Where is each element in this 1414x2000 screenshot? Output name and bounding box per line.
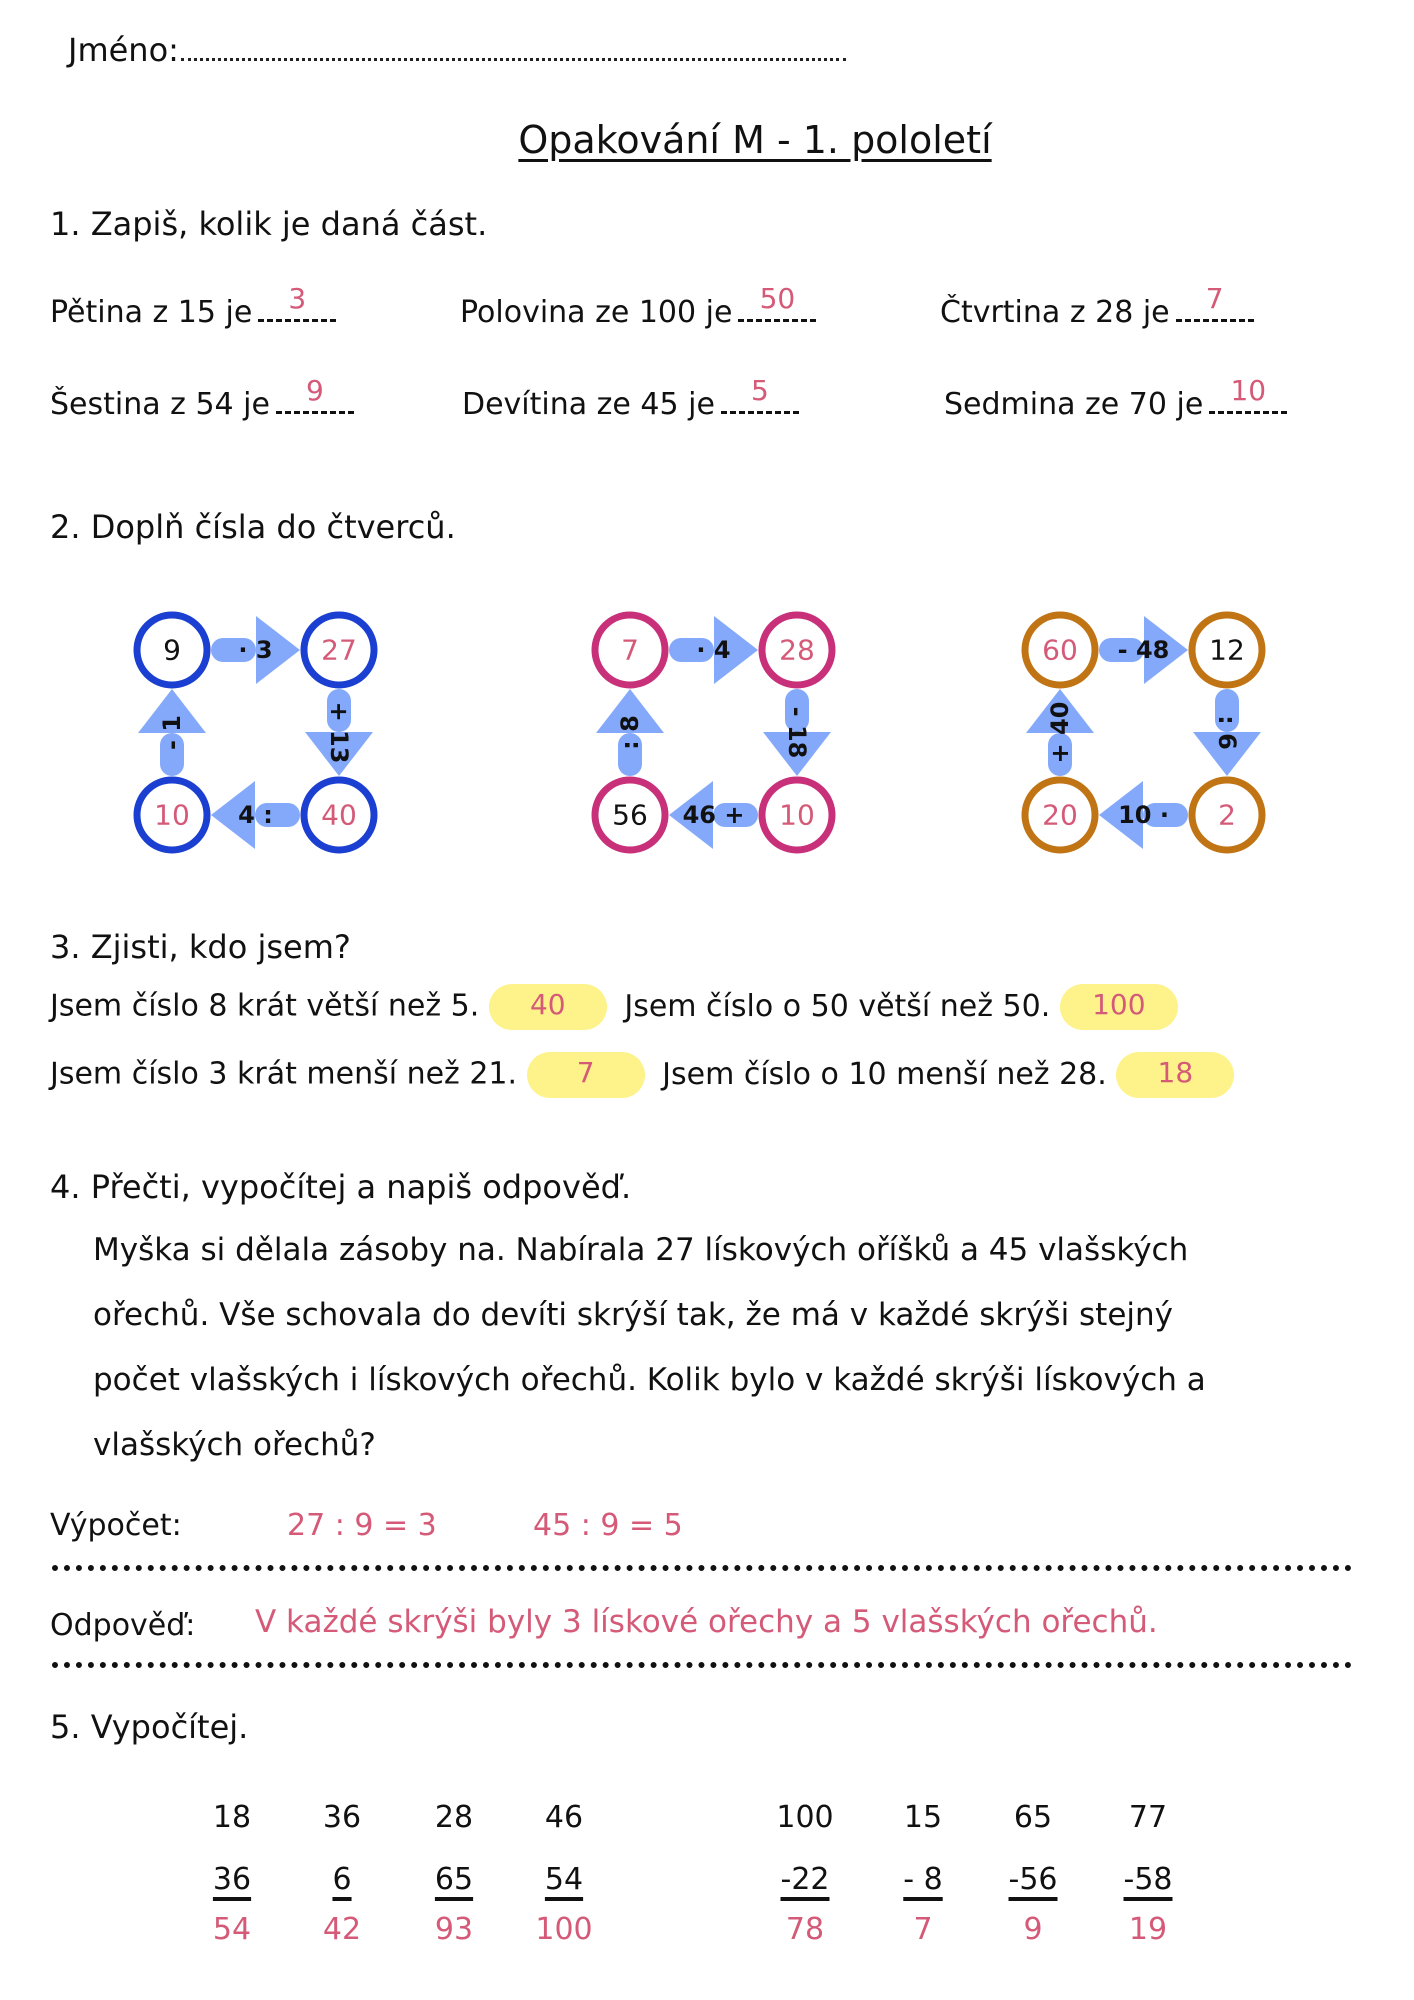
circle-value: 12 — [1209, 633, 1245, 667]
operand-top: 28 — [434, 1800, 474, 1835]
operand-top: 65 — [1013, 1800, 1053, 1835]
name-dotted-line[interactable] — [181, 30, 846, 61]
operand-top: 15 — [903, 1800, 943, 1835]
operand-top: 18 — [212, 1800, 252, 1835]
result-value[interactable]: 9 — [1023, 1912, 1043, 1947]
answer-blank[interactable] — [1209, 374, 1287, 414]
number-square — [1025, 615, 1262, 850]
riddle-text: Jsem číslo o 10 menší než 28. — [662, 1056, 1107, 1092]
fraction-text: Čtvrtina z 28 je — [940, 295, 1170, 330]
operation-arrow — [211, 781, 300, 849]
answer-value: 3 — [288, 282, 307, 315]
result-value[interactable]: 42 — [322, 1912, 362, 1947]
answer-pill[interactable]: 7 — [527, 1052, 645, 1098]
operation-arrow — [1099, 781, 1188, 849]
riddle-text: Jsem číslo o 50 větší než 50. — [624, 988, 1051, 1024]
operation-label: : 6 — [1213, 715, 1241, 750]
problem-line: vlašských ořechů? — [93, 1427, 376, 1463]
fraction-text: Šestina z 54 je — [50, 387, 270, 422]
fraction-item — [462, 374, 799, 422]
operation-arrow — [596, 689, 664, 776]
number-square — [137, 615, 374, 850]
fraction-item — [50, 374, 354, 422]
fraction-item — [940, 282, 1254, 330]
circle-value: 9 — [163, 633, 181, 667]
operation-label: · 4 — [696, 636, 731, 664]
fraction-item — [50, 282, 336, 330]
circle-value: 7 — [621, 633, 639, 667]
circle-value: 20 — [1042, 798, 1078, 832]
answer-blank[interactable] — [738, 282, 816, 322]
answer-value: 9 — [306, 374, 324, 407]
circle-value: 10 — [154, 798, 190, 832]
operation-arrow — [211, 616, 300, 684]
result-value[interactable]: 7 — [913, 1912, 933, 1947]
operand-bottom: -58 — [1123, 1862, 1173, 1897]
fraction-item — [460, 282, 816, 330]
name-field[interactable] — [68, 30, 846, 69]
operand-bottom: 6 — [332, 1862, 352, 1897]
riddle-text: Jsem číslo 3 krát menší než 21. — [50, 1056, 518, 1092]
operand-bottom: 54 — [544, 1862, 584, 1897]
operation-arrow — [669, 616, 758, 684]
calc-2: 45 : 9 = 5 — [533, 1508, 683, 1543]
section4-heading: 4. Přečti, vypočítej a napiš odpověď. — [50, 1168, 632, 1206]
riddle-row — [50, 984, 1178, 1030]
operation-arrow — [1099, 616, 1188, 684]
riddle-row — [50, 1052, 1234, 1098]
result-value[interactable]: 78 — [785, 1912, 825, 1947]
fraction-text: Polovina ze 100 je — [460, 295, 733, 330]
operand-top: 77 — [1128, 1800, 1168, 1835]
circle-value: 56 — [612, 798, 648, 832]
answer-value: 5 — [751, 374, 769, 407]
section1-heading: 1. Zapiš, kolik je daná část. — [50, 205, 488, 243]
circle-value: 2 — [1218, 798, 1236, 832]
answer-blank[interactable] — [1176, 282, 1254, 322]
problem-line: Myška si dělala zásoby na. Nabírala 27 lískových oříšků a 45 vlašských — [93, 1232, 1189, 1268]
answer-value: 50 — [759, 282, 796, 315]
operand-top: 36 — [322, 1800, 362, 1835]
page-title: Opakování M - 1. pololetí — [518, 118, 992, 162]
problem-line: počet vlašských i lískových ořechů. Kolik bylo v každé skrýši lískových a — [93, 1362, 1206, 1398]
operand-bottom: - 8 — [903, 1862, 943, 1897]
operation-label: : 8 — [616, 715, 644, 750]
calc-label: Výpočet: — [50, 1508, 182, 1543]
operation-label: 10 · — [1118, 801, 1169, 829]
circle-value: 28 — [779, 633, 815, 667]
answer-dotted-line[interactable] — [52, 1662, 1352, 1668]
answer-pill[interactable]: 100 — [1060, 984, 1178, 1030]
operation-arrow — [138, 689, 206, 776]
answer-label: Odpověď: — [50, 1608, 196, 1643]
circle-value: 27 — [321, 633, 357, 667]
fraction-text: Pětina z 15 je — [50, 295, 253, 330]
operation-arrow — [1026, 689, 1094, 776]
section2-heading: 2. Doplň čísla do čtverců. — [50, 508, 456, 546]
operation-label: - 18 — [783, 706, 811, 759]
operand-bottom: 36 — [212, 1862, 252, 1897]
result-value[interactable]: 93 — [434, 1912, 474, 1947]
fraction-item — [944, 374, 1287, 422]
calc-dotted-line[interactable] — [52, 1565, 1352, 1571]
calc-1: 27 : 9 = 3 — [287, 1508, 437, 1543]
operation-label: + 40 — [1046, 701, 1074, 764]
circle-value: 40 — [321, 798, 357, 832]
operation-label: - 1 — [158, 714, 186, 751]
operation-label: 46 + — [682, 801, 745, 829]
operation-label: · 3 — [238, 636, 273, 664]
answer-blank[interactable] — [276, 374, 354, 414]
answer-blank[interactable] — [258, 282, 336, 322]
operation-label: - 48 — [1117, 636, 1170, 664]
operand-bottom: -22 — [780, 1862, 830, 1897]
riddle-text: Jsem číslo 8 krát větší než 5. — [50, 988, 480, 1024]
answer-blank[interactable] — [721, 374, 799, 414]
answer-pill[interactable]: 18 — [1116, 1052, 1234, 1098]
name-label: Jméno: — [68, 31, 179, 69]
answer-text: V každé skrýši byly 3 lískové ořechy a 5 vlašských ořechů. — [255, 1604, 1158, 1640]
operand-bottom: 65 — [434, 1862, 474, 1897]
result-value[interactable]: 100 — [535, 1912, 593, 1947]
section3-heading: 3. Zjisti, kdo jsem? — [50, 928, 351, 966]
operation-arrow — [669, 781, 758, 849]
number-squares — [0, 580, 1414, 880]
fraction-text: Sedmina ze 70 je — [944, 387, 1204, 422]
operation-label: 4 : — [238, 801, 273, 829]
section5-heading: 5. Vypočítej. — [50, 1708, 249, 1746]
result-value[interactable]: 19 — [1128, 1912, 1168, 1947]
answer-value: 10 — [1230, 374, 1267, 407]
fraction-text: Devítina ze 45 je — [462, 387, 715, 422]
circle-value: 60 — [1042, 633, 1078, 667]
operation-arrow — [763, 689, 831, 776]
result-value[interactable]: 54 — [212, 1912, 252, 1947]
operation-arrow — [305, 689, 373, 776]
operand-top: 100 — [776, 1800, 834, 1835]
operand-bottom: -56 — [1008, 1862, 1058, 1897]
answer-value: 7 — [1205, 282, 1224, 315]
problem-line: ořechů. Vše schovala do devíti skrýší tak, že má v každé skrýši stejný — [93, 1297, 1174, 1333]
operand-top: 46 — [544, 1800, 584, 1835]
circle-value: 10 — [779, 798, 815, 832]
answer-pill[interactable]: 40 — [489, 984, 607, 1030]
operation-arrow — [1193, 689, 1261, 776]
number-square — [595, 615, 832, 850]
operation-label: + 13 — [325, 701, 353, 764]
